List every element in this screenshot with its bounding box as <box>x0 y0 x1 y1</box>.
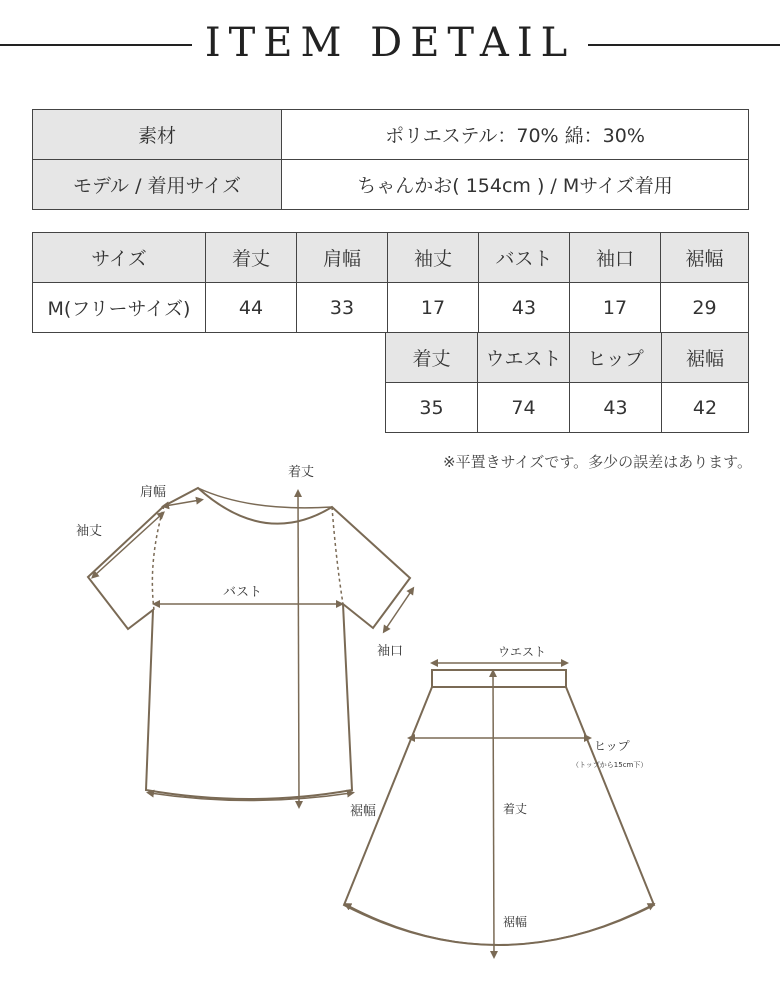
skirt-cell: 74 <box>478 383 570 433</box>
skirt-cell: 43 <box>570 383 662 433</box>
cuff-arrow <box>385 590 412 630</box>
size-cell: 17 <box>388 283 479 333</box>
skirt-header: 裾幅 <box>662 333 749 383</box>
tshirt-outline <box>88 488 410 799</box>
skirt-header: ヒップ <box>570 333 662 383</box>
label-skirt-hem: 裾幅 <box>503 915 528 929</box>
skirt-header: ウエスト <box>478 333 570 383</box>
label-sleeve: 袖丈 <box>76 524 103 539</box>
label-hip-note: （トップから15cm下） <box>572 761 648 769</box>
skirt-length-arrow <box>493 673 494 955</box>
skirt-hem-arrow <box>347 905 652 945</box>
page-title: ITEM DETAIL <box>204 20 576 66</box>
length-arrow <box>298 493 299 805</box>
size-cell: 17 <box>570 283 661 333</box>
size-header: 袖口 <box>570 233 661 283</box>
skirt-outline <box>344 670 654 945</box>
skirt-cell: 35 <box>386 383 478 433</box>
label-shoulder: 肩幅 <box>140 485 167 500</box>
size-cell: 43 <box>479 283 570 333</box>
size-header: サイズ <box>33 233 206 283</box>
label-cuff: 袖口 <box>377 644 404 659</box>
size-header: 着丈 <box>206 233 297 283</box>
size-note: ※平置きサイズです。多少の誤差はあります。 <box>443 453 752 471</box>
size-cell: 33 <box>297 283 388 333</box>
label-hem: 裾幅 <box>350 804 377 819</box>
size-cell: M(フリーサイズ) <box>33 283 206 333</box>
size-header: バスト <box>479 233 570 283</box>
label-length: 着丈 <box>288 465 315 480</box>
skirt-cell: 42 <box>662 383 749 433</box>
size-header: 袖丈 <box>388 233 479 283</box>
material-label: 素材 <box>33 110 282 160</box>
label-hip: ヒップ <box>594 739 630 753</box>
skirt-header: 着丈 <box>386 333 478 383</box>
size-cell: 44 <box>206 283 297 333</box>
label-bust: バスト <box>223 585 263 600</box>
model-label: モデル / 着用サイズ <box>33 160 282 210</box>
size-cell: 29 <box>661 283 749 333</box>
label-skirt-length: 着丈 <box>503 802 528 816</box>
size-header: 肩幅 <box>297 233 388 283</box>
label-waist: ウエスト <box>498 645 547 659</box>
model-value: ちゃんかお( 154cm ) / Mサイズ着用 <box>282 160 749 210</box>
material-value: ポリエステル：70% 綿：30% <box>282 110 749 160</box>
sleeve-arrow <box>94 514 162 576</box>
size-header: 裾幅 <box>661 233 749 283</box>
